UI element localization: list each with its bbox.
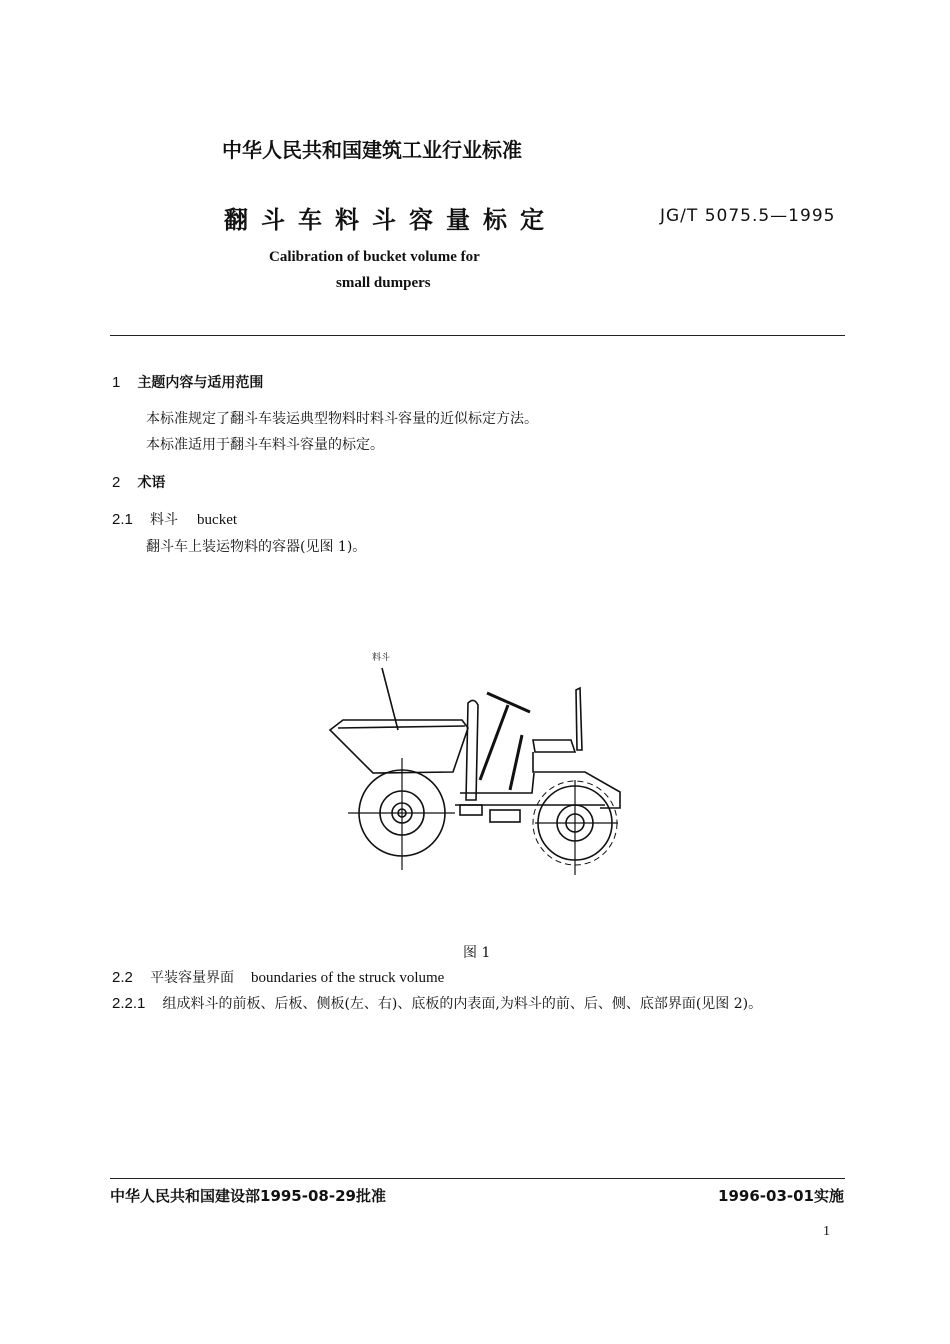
standard-number: JG/T 5075.5—1995 xyxy=(660,206,836,226)
backrest xyxy=(576,688,582,750)
term-en: bucket xyxy=(197,512,238,528)
section-title: 主题内容与适用范围 xyxy=(137,375,264,391)
paragraph: 本标准适用于翻斗车料斗容量的标定。 xyxy=(146,437,384,453)
front-wheel xyxy=(533,780,618,875)
dumper-figure xyxy=(320,640,640,880)
section-title: 术语 xyxy=(137,475,166,491)
section-number: 2.2.1 xyxy=(112,995,146,1012)
seat xyxy=(533,740,575,752)
section-number: 1 xyxy=(112,374,121,391)
section-number: 2.2 xyxy=(112,969,133,986)
section-1-heading xyxy=(112,372,263,392)
english-title-line2: small dumpers xyxy=(336,275,431,291)
term-en: boundaries of the struck volume xyxy=(251,970,445,986)
section-2-2-heading xyxy=(112,967,444,987)
effective-date: 1996-03-01实施 xyxy=(718,1187,844,1205)
page-title: 翻斗车料斗容量标定 xyxy=(224,206,557,234)
header-rule xyxy=(110,335,845,336)
standard-category: 中华人民共和国建筑工业行业标准 xyxy=(222,138,522,162)
term-definition: 翻斗车上装运物料的容器(见图 1)。 xyxy=(146,539,367,555)
paragraph: 本标准规定了翻斗车装运典型物料时料斗容量的近似标定方法。 xyxy=(146,411,538,427)
steering-wheel xyxy=(487,693,530,712)
pillar xyxy=(466,700,478,800)
term-cn: 料斗 xyxy=(149,512,178,528)
rear-wheel xyxy=(348,758,455,870)
section-2-2-1 xyxy=(112,993,762,1013)
section-2-1-heading xyxy=(112,509,237,529)
english-title-line1: Calibration of bucket volume for xyxy=(269,249,480,265)
approval-date: 中华人民共和国建设部1995-08-29批准 xyxy=(110,1187,386,1205)
section-number: 2 xyxy=(112,474,121,491)
footer-rule xyxy=(110,1178,845,1179)
paragraph: 组成料斗的前板、后板、侧板(左、右)、底板的内表面,为料斗的前、后、侧、底部界面(见图 2)。 xyxy=(162,996,763,1012)
section-number: 2.1 xyxy=(112,511,133,528)
page-number: 1 xyxy=(823,1224,830,1239)
figure-caption: 图 1 xyxy=(463,945,491,961)
section-2-heading xyxy=(112,472,165,492)
figure-label-bucket: 料斗 xyxy=(372,653,391,663)
term-cn: 平装容量界面 xyxy=(149,970,234,986)
